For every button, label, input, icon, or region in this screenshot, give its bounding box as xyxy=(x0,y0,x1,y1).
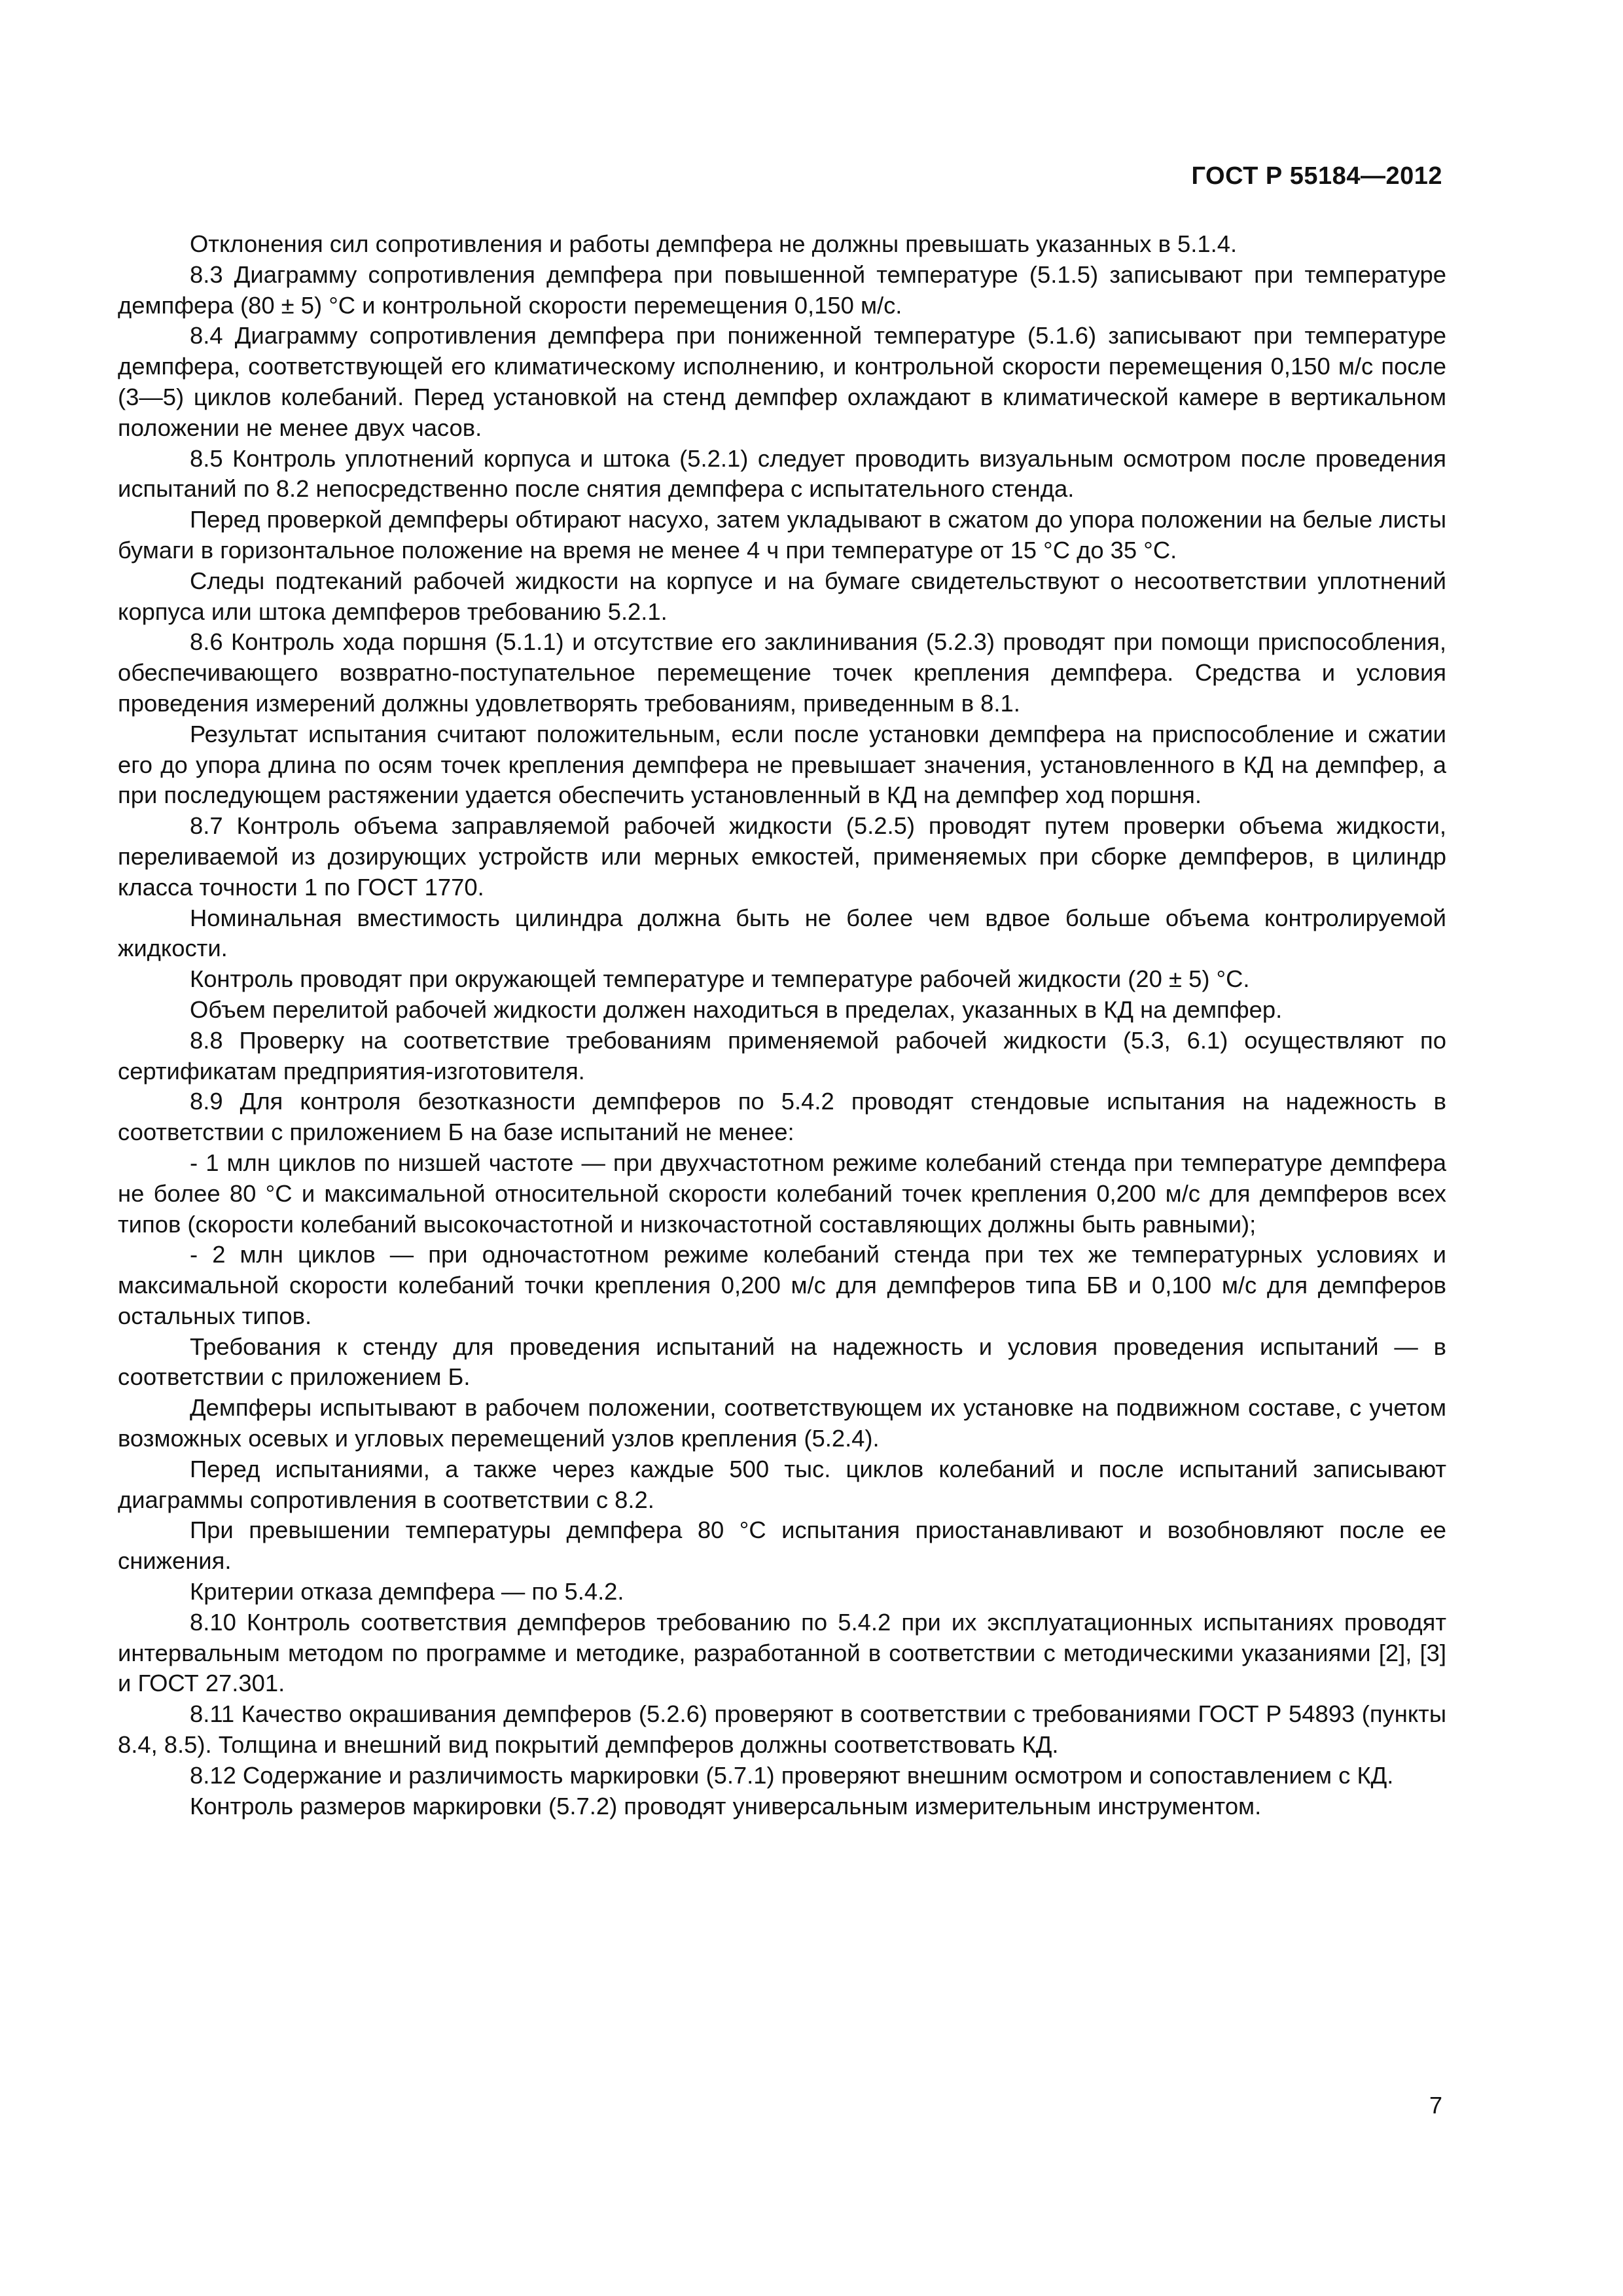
paragraph: 8.5 Контроль уплотнений корпуса и штока (5.2.1) следует проводить визуальным осмотром после проведения испытаний по 8.2 непосредственно после снятия демпфера с испытательного стенда. xyxy=(118,444,1446,503)
paragraph: Критерии отказа демпфера — по 5.4.2. xyxy=(190,1578,624,1605)
list-item: - 1 млн циклов по низшей частоте — при двухчастотном режиме колебаний стенда при температуре демпфера не более 80 °С и максимальной относительной скорости колебаний точек крепления 0,200 м/с для демпферов всех типов (скорости колебаний высокочастотной и низкочастотной составляющих должны быть равными); xyxy=(118,1149,1446,1238)
paragraph: Номинальная вместимость цилиндра должна быть не более чем вдвое больше объема контролируемой жидкости. xyxy=(118,904,1446,962)
paragraph: Демпферы испытывают в рабочем положении, соответствующем их установке на подвижном составе, с учетом возможных осевых и угловых перемещений узлов крепления (5.2.4). xyxy=(118,1394,1446,1452)
paragraph: 8.10 Контроль соответствия демпферов требованию по 5.4.2 при их эксплуатационных испытаниях проводят интервальным методом по программе и методике, разработанной в соответствии с методическими указаниями [2], [3] и ГОСТ 27.301. xyxy=(118,1608,1446,1697)
paragraph: Следы подтеканий рабочей жидкости на корпусе и на бумаге свидетельствуют о несоответствии уплотнений корпуса или штока демпферов требованию 5.2.1. xyxy=(118,567,1446,625)
paragraph: Контроль размеров маркировки (5.7.2) проводят универсальным измерительным инструментом. xyxy=(190,1792,1262,1820)
list-item: - 2 млн циклов — при одночастотном режиме колебаний стенда при тех же температурных условиях и максимальной скорости колебаний точки крепления 0,200 м/с для демпферов типа БВ и 0,100 м/с для демпферов остальных типов. xyxy=(118,1241,1446,1329)
paragraph: 8.8 Проверку на соответствие требованиям применяемой рабочей жидкости (5.3, 6.1) осуществляют по сертификатам предприятия-изготовителя. xyxy=(118,1026,1446,1085)
paragraph: 8.11 Качество окрашивания демпферов (5.2.6) проверяют в соответствии с требованиями ГОСТ Р 54893 (пункты 8.4, 8.5). Толщина и внешний вид покрытий демпферов должны соответствовать КД. xyxy=(118,1700,1446,1759)
paragraph: Контроль проводят при окружающей температуре и температуре рабочей жидкости (20 ± 5) °С. xyxy=(190,965,1250,993)
paragraph: Перед проверкой демпферы обтирают насухо, затем укладывают в сжатом до упора положении на белые листы бумаги в горизонтальное положение на время не менее 4 ч при температуре от 15 °С до 35 °С. xyxy=(118,506,1446,564)
paragraph: 8.4 Диаграмму сопротивления демпфера при пониженной температуре (5.1.6) записывают при температуре демпфера, соответствующей его климатическому исполнению, и контрольной скорости перемещения 0,150 м/с после (3—5) циклов колебаний. Перед установкой на стенд демпфер охлаждают в климатической камере в вертикальном положении не менее двух часов. xyxy=(118,322,1446,441)
page-number: 7 xyxy=(1429,2092,1442,2119)
paragraph: 8.12 Содержание и различимость маркировки (5.7.1) проверяют внешним осмотром и сопоставлением с КД. xyxy=(190,1761,1394,1789)
paragraph: Результат испытания считают положительным, если после установки демпфера на приспособление и сжатии его до упора длина по осям точек крепления демпфера не превышает значения, установленного в КД на демпфер, а при последующем растяжении удается обеспечить установленный в КД на демпфер ход поршня. xyxy=(118,720,1446,809)
paragraph: При превышении температуры демпфера 80 °С испытания приостанавливают и возобновляют после ее снижения. xyxy=(118,1516,1446,1575)
paragraph: Объем перелитой рабочей жидкости должен находиться в пределах, указанных в КД на демпфер. xyxy=(190,996,1283,1023)
document-body xyxy=(118,229,1446,1821)
paragraph: 8.6 Контроль хода поршня (5.1.1) и отсутствие его заклинивания (5.2.3) проводят при помощи приспособления, обеспечивающего возвратно-поступательное перемещение точек крепления демпфера. Средства и условия проведения измерений должны удовлетворять требованиям, приведенным в 8.1. xyxy=(118,628,1446,717)
paragraph: 8.9 Для контроля безотказности демпферов по 5.4.2 проводят стендовые испытания на надежность в соответствии с приложением Б на базе испытаний не менее: xyxy=(118,1088,1446,1146)
paragraph: Отклонения сил сопротивления и работы демпфера не должны превышать указанных в 5.1.4. xyxy=(190,230,1238,257)
paragraph: Перед испытаниями, а также через каждые 500 тыс. циклов колебаний и после испытаний записывают диаграммы сопротивления в соответствии с 8.2. xyxy=(118,1455,1446,1513)
paragraph: 8.3 Диаграмму сопротивления демпфера при повышенной температуре (5.1.5) записывают при температуре демпфера (80 ± 5) °С и контрольной скорости перемещения 0,150 м/с. xyxy=(118,260,1446,319)
paragraph: 8.7 Контроль объема заправляемой рабочей жидкости (5.2.5) проводят путем проверки объема жидкости, переливаемой из дозирующих устройств или мерных емкостей, применяемых при сборке демпферов, в цилиндр класса точности 1 по ГОСТ 1770. xyxy=(118,812,1446,901)
paragraph: Требования к стенду для проведения испытаний на надежность и условия проведения испытаний — в соответствии с приложением Б. xyxy=(118,1333,1446,1391)
document-code: ГОСТ Р 55184—2012 xyxy=(1191,162,1442,190)
